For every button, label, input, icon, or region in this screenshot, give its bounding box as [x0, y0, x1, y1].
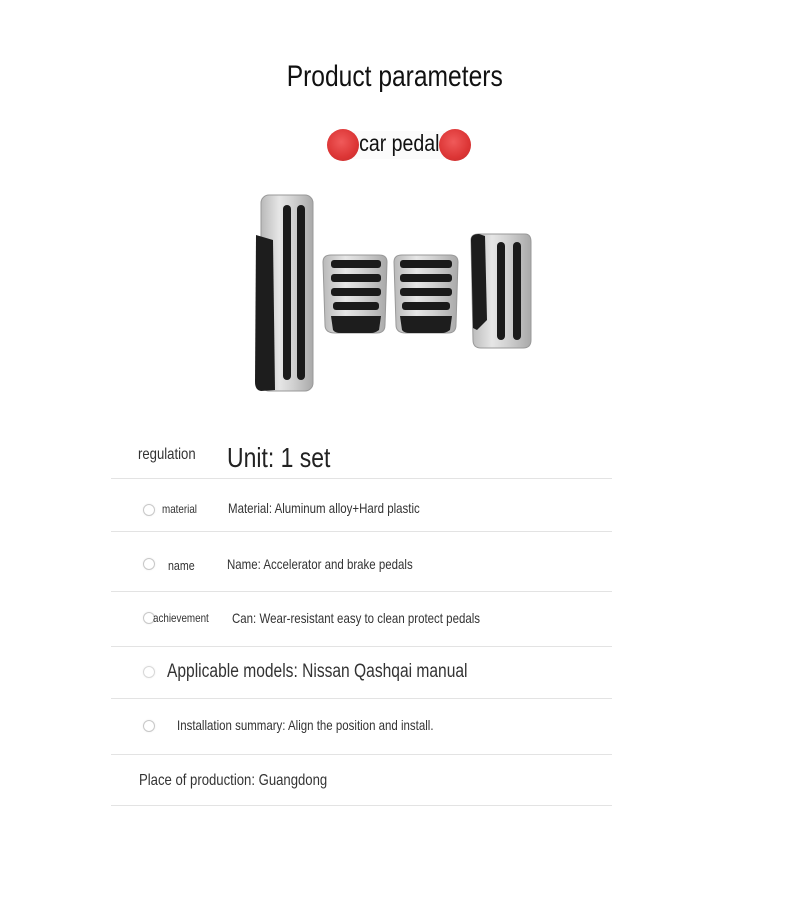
param-label: regulation: [138, 446, 196, 463]
clutch-pedal: [323, 255, 387, 333]
param-value: Unit: 1 set: [227, 442, 331, 473]
param-value: Name: Accelerator and brake pedals: [227, 556, 413, 572]
param-row-unit: [111, 430, 612, 479]
footrest-pedal: [255, 195, 313, 391]
param-row-name: [111, 532, 612, 592]
accelerator-pedal: [471, 234, 531, 348]
category-badge: [327, 128, 471, 162]
brake-pedal: [394, 255, 458, 333]
param-label: achievement: [153, 611, 209, 625]
param-value: Applicable models: Nissan Qashqai manual: [167, 661, 468, 682]
radio-circle-icon: [143, 558, 155, 570]
param-value: Installation summary: Align the position and install.: [177, 717, 434, 733]
radio-circle-icon: [143, 666, 155, 678]
param-value: Can: Wear-resistant easy to clean protect pedals: [232, 610, 481, 626]
param-label: name: [168, 558, 195, 573]
product-image: [245, 190, 545, 400]
param-row-models: [111, 647, 612, 699]
param-row-installation: [111, 699, 612, 755]
badge-label: car pedal: [358, 130, 440, 156]
radio-circle-icon: [143, 504, 155, 516]
page-title: Product parameters: [286, 60, 504, 93]
param-label: material: [162, 502, 198, 516]
param-value: Place of production: Guangdong: [139, 772, 328, 789]
pedal-set-illustration: [245, 190, 545, 400]
param-value: Material: Aluminum alloy+Hard plastic: [228, 500, 420, 516]
param-row-achievement: [111, 592, 612, 647]
param-row-material: [111, 479, 612, 532]
param-row-origin: [111, 755, 612, 806]
radio-circle-icon: [143, 720, 155, 732]
